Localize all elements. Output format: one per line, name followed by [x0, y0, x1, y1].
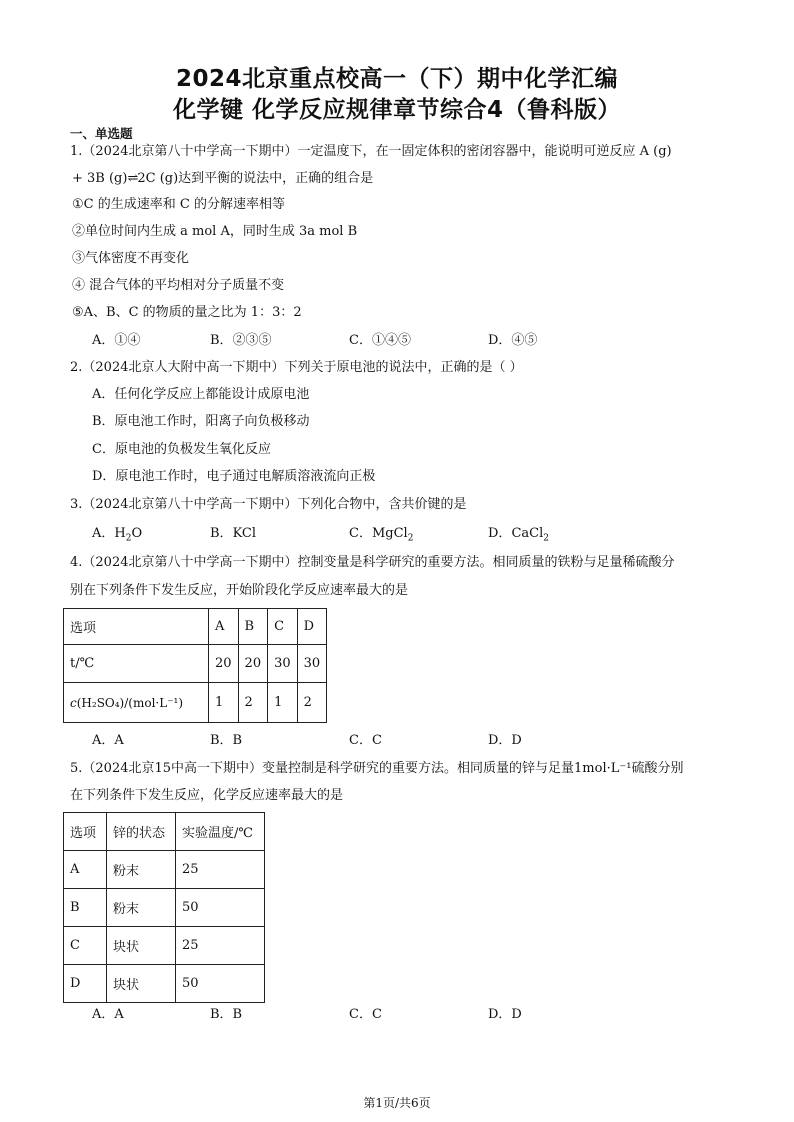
q5-stem-line1: 5.（2024北京15中高一下期中）变量控制是科学研究的重要方法。相同质量的锌与足量1mol·L⁻¹硫酸分别: [70, 761, 684, 776]
table-cell: 1: [268, 683, 298, 723]
q5-option-c: C．C: [349, 1007, 382, 1022]
q2-option-a: A．任何化学反应上都能设计成原电池: [92, 387, 310, 402]
page-number: 第1页/共6页: [363, 1096, 431, 1110]
q5-table: [63, 812, 265, 1003]
table-cell: 50: [176, 965, 265, 1003]
table-cell: 锌的状态: [107, 813, 176, 851]
table-cell: 25: [176, 927, 265, 965]
table-row: [64, 965, 265, 1003]
table-cell: D: [64, 965, 107, 1003]
q1-statement-1: ①C 的生成速率和 C 的分解速率相等: [72, 197, 285, 212]
q4-stem-line1: 4.（2024北京第八十中学高一下期中）控制变量是科学研究的重要方法。相同质量的铁粉与足量稀硫酸分: [70, 555, 675, 570]
table-cell: 选项: [64, 813, 107, 851]
q1-statement-4: ④ 混合气体的平均相对分子质量不变: [72, 278, 285, 293]
q1-option-a: A．①④: [92, 333, 141, 348]
page-title: 2024北京重点校高一（下）期中化学汇编: [175, 66, 618, 92]
table-cell: 30: [268, 645, 298, 683]
q1-statement-3: ③气体密度不再变化: [72, 251, 190, 266]
table-cell: 粉末: [107, 851, 176, 889]
table-row: [64, 609, 327, 645]
q5-option-d: D．D: [488, 1007, 522, 1022]
q2-option-b: B．原电池工作时，阳离子向负极移动: [92, 414, 310, 429]
q2-stem: 2.（2024北京人大附中高一下期中）下列关于原电池的说法中，正确的是（ ）: [70, 360, 523, 375]
q4-option-d: D．D: [488, 733, 522, 748]
q3-option-a: A．$H_2O$: [92, 526, 143, 544]
q2-option-d: D．原电池工作时，电子通过电解质溶液流向正极: [92, 469, 376, 484]
table-cell: t/℃: [64, 645, 209, 683]
table-cell: D: [297, 609, 327, 645]
table-cell: 50: [176, 889, 265, 927]
q1-equation-right: 2C (g)达到平衡的说法中，正确的组合是: [137, 171, 374, 186]
table-cell: B: [238, 609, 268, 645]
table-row: [64, 851, 265, 889]
q5-option-a: A．A: [92, 1007, 124, 1022]
table-cell: A: [64, 851, 107, 889]
table-cell: 粉末: [107, 889, 176, 927]
table-cell: 选项: [64, 609, 209, 645]
table-cell: C: [64, 927, 107, 965]
q3-option-d: D．CaCl$_2$: [488, 526, 549, 544]
equilibrium-arrow-icon: ⇌: [127, 171, 138, 186]
q4-stem-line2: 别在下列条件下发生反应，开始阶段化学反应速率最大的是: [70, 583, 409, 598]
table-row: [64, 645, 327, 683]
table-cell: 实验温度/℃: [176, 813, 265, 851]
q3-option-b: B．KCl: [210, 526, 257, 541]
table-cell: 20: [209, 645, 239, 683]
q5-option-b: B．B: [210, 1007, 243, 1022]
table-cell: 2: [238, 683, 268, 723]
table-row: [64, 889, 265, 927]
table-row: [64, 813, 265, 851]
table-cell: 块状: [107, 927, 176, 965]
table-cell: 20: [238, 645, 268, 683]
q4-table: [63, 608, 327, 723]
table-cell: 2: [297, 683, 327, 723]
table-cell: 25: [176, 851, 265, 889]
table-row: [64, 683, 327, 723]
q1-option-c: C．①④⑤: [349, 333, 411, 348]
q5-stem-line2: 在下列条件下发生反应，化学反应速率最大的是: [70, 788, 344, 803]
q4-option-b: B．B: [210, 733, 243, 748]
q4-option-a: A．A: [92, 733, 124, 748]
table-cell: 1: [209, 683, 239, 723]
q4-option-c: C．C: [349, 733, 382, 748]
q1-stem-line1: 1.（2024北京第八十中学高一下期中）一定温度下，在一固定体积的密闭容器中，能说明可逆反应 A (g): [70, 144, 672, 159]
table-cell: B: [64, 889, 107, 927]
q1-statement-2: ②单位时间内生成 a mol A，同时生成 3a mol B: [72, 224, 358, 239]
q3-stem: 3.（2024北京第八十中学高一下期中）下列化合物中，含共价键的是: [70, 497, 467, 512]
page-subtitle: 化学键 化学反应规律章节综合4（鲁科版）: [172, 97, 621, 123]
q2-option-c: C．原电池的负极发生氧化反应: [92, 442, 271, 457]
table-cell: c(H₂SO₄)/(mol·L⁻¹): [64, 683, 209, 723]
q1-equation-left: + 3B (g): [72, 171, 128, 186]
table-cell: 30: [297, 645, 327, 683]
table-cell: A: [209, 609, 239, 645]
q1-statement-5: ⑤A、B、C 的物质的量之比为 1：3：2: [72, 305, 302, 320]
table-cell: 块状: [107, 965, 176, 1003]
table-cell: C: [268, 609, 298, 645]
q1-stem-line2: [72, 171, 373, 187]
table-row: [64, 927, 265, 965]
q1-option-d: D．④⑤: [488, 333, 538, 348]
section-heading: 一、单选题: [70, 126, 133, 141]
q1-option-b: B．②③⑤: [210, 333, 272, 348]
q3-option-c: C．MgCl$_2$: [349, 526, 414, 544]
